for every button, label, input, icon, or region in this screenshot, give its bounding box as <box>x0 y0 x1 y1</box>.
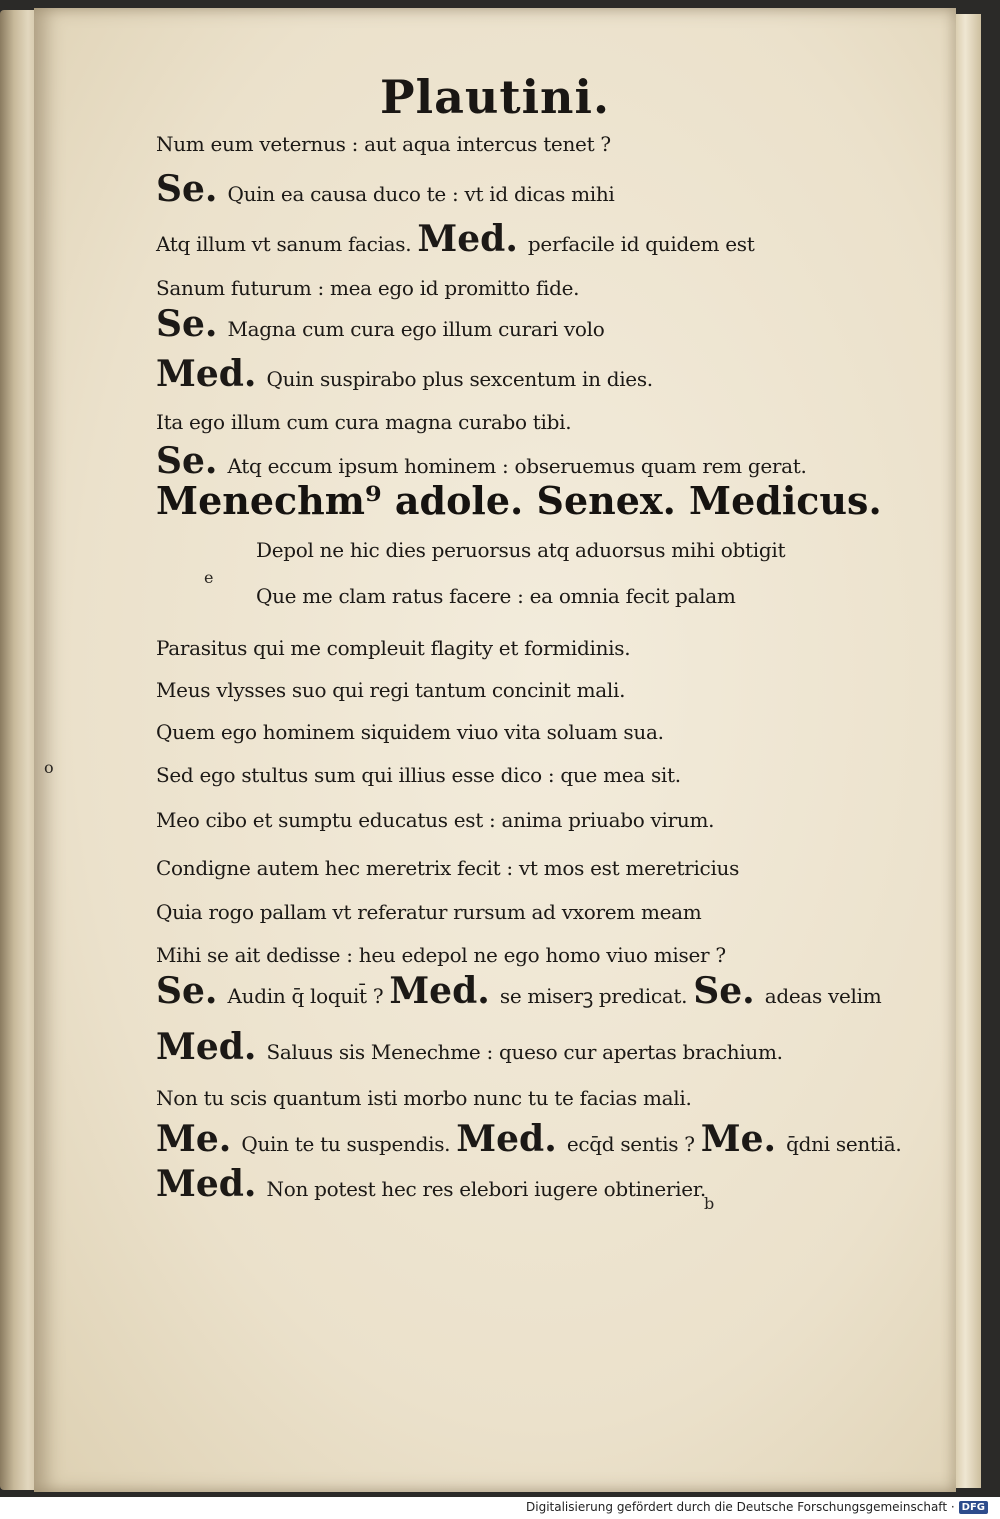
verse-line <box>156 943 726 967</box>
verse-line <box>156 276 579 300</box>
right-page-edge <box>954 14 981 1488</box>
speaker-label: Med. <box>156 353 257 395</box>
verse-line <box>156 353 653 395</box>
verse-line <box>156 808 714 832</box>
verse-text: Sanum futurum : mea ego id promitto fide. <box>156 276 580 300</box>
verse-line <box>156 720 664 744</box>
speaker-label: Med. <box>156 1163 257 1205</box>
margin-mark: e <box>204 568 214 587</box>
credit-text: Digitalisierung gefördert durch die Deutsche Forschungsgemeinschaft · <box>526 1500 955 1514</box>
verse-text: Non potest hec res elebori iugere obtinerier. <box>266 1177 706 1201</box>
verse-line <box>156 410 571 434</box>
verse-text: adeas velim <box>764 984 882 1008</box>
verse-text: Condigne autem hec meretrix fecit : vt mos est meretricius <box>156 856 740 880</box>
verse-text: Quem ego hominem siquidem viuo vita soluam sua. <box>156 720 664 744</box>
verse-text: Saluus sis Menechme : queso cur apertas brachium. <box>266 1040 783 1064</box>
verse-text: Parasitus qui me compleuit flagity et formidinis. <box>156 636 631 660</box>
speaker-label: Med. <box>156 1026 257 1068</box>
verse-text: Num eum veternus : aut aqua intercus tenet ? <box>156 132 611 156</box>
speaker-label: Se. <box>156 168 218 210</box>
verse-line <box>156 168 615 210</box>
verse-line <box>156 440 807 482</box>
speaker-label: Se. <box>693 970 755 1012</box>
verse-text: Quin te tu suspendis. <box>241 1132 451 1156</box>
verse-text: Ita ego illum cum cura magna curabo tibi. <box>156 410 572 434</box>
dfg-logo-icon: DFG <box>959 1501 988 1514</box>
signature-mark: b <box>704 1194 715 1213</box>
verse-line <box>156 1118 901 1160</box>
running-header: Plautini. <box>380 70 610 124</box>
verse-text: Que me clam ratus facere : ea omnia fecit palam <box>256 584 736 608</box>
speaker-label: Med. <box>389 970 490 1012</box>
book-page <box>34 8 956 1492</box>
verse-text: q̄dni sentiā. <box>786 1132 902 1156</box>
verse-line <box>256 538 785 562</box>
verse-text: Quia rogo pallam vt referatur rursum ad vxorem meam <box>156 900 702 924</box>
verse-text: Atq illum vt sanum facias. <box>156 232 412 256</box>
verse-line <box>156 636 630 660</box>
verse-line <box>156 1026 783 1068</box>
verse-line <box>156 678 625 702</box>
verse-text: Atq eccum ipsum hominem : obseruemus quam rem gerat. <box>227 454 807 478</box>
verse-text: Quin suspirabo plus sexcentum in dies. <box>266 367 653 391</box>
speaker-label: Med. <box>417 218 518 260</box>
verse-line <box>156 303 604 345</box>
speaker-label: Me. <box>700 1118 777 1160</box>
verse-text: Magna cum cura ego illum curari volo <box>227 317 605 341</box>
verse-line <box>256 584 736 608</box>
verse-text: Depol ne hic dies peruorsus atq aduorsus mihi obtigit <box>256 538 786 562</box>
scene-heading: Menechm⁹ adole. Senex. Medicus. <box>156 478 882 523</box>
verse-text: Meo cibo et sumptu educatus est : anima priuabo virum. <box>156 808 715 832</box>
verse-line <box>156 132 611 156</box>
verse-line <box>156 970 881 1012</box>
speaker-label: Se. <box>156 303 218 345</box>
verse-text: Sed ego stultus sum qui illius esse dico : que mea sit. <box>156 763 681 787</box>
speaker-label: Se. <box>156 440 218 482</box>
verse-text: se miserꝫ predicat. <box>499 984 688 1008</box>
verse-text: ecq̄d sentis ? <box>566 1132 695 1156</box>
verse-text: Audin q̄ loquit̄ ? <box>227 984 384 1008</box>
verse-text: perfacile id quidem est <box>527 232 755 256</box>
verse-line <box>156 1163 706 1205</box>
verse-text: Quin ea causa duco te : vt id dicas mihi <box>227 182 615 206</box>
verse-line <box>156 218 754 260</box>
verse-text: Mihi se ait dedisse : heu edepol ne ego homo viuo miser ? <box>156 943 726 967</box>
digitization-credit <box>526 1500 988 1514</box>
verse-line <box>156 1086 692 1110</box>
speaker-label: Me. <box>156 1118 232 1160</box>
verse-text: Meus vlysses suo qui regi tantum concinit mali. <box>156 678 626 702</box>
verse-line <box>156 900 701 924</box>
speaker-label: Med. <box>456 1118 557 1160</box>
margin-mark: o <box>44 758 54 777</box>
verse-line <box>156 763 681 787</box>
speaker-label: Se. <box>156 970 218 1012</box>
verse-line <box>156 856 739 880</box>
verse-text: Non tu scis quantum isti morbo nunc tu te facias mali. <box>156 1086 692 1110</box>
